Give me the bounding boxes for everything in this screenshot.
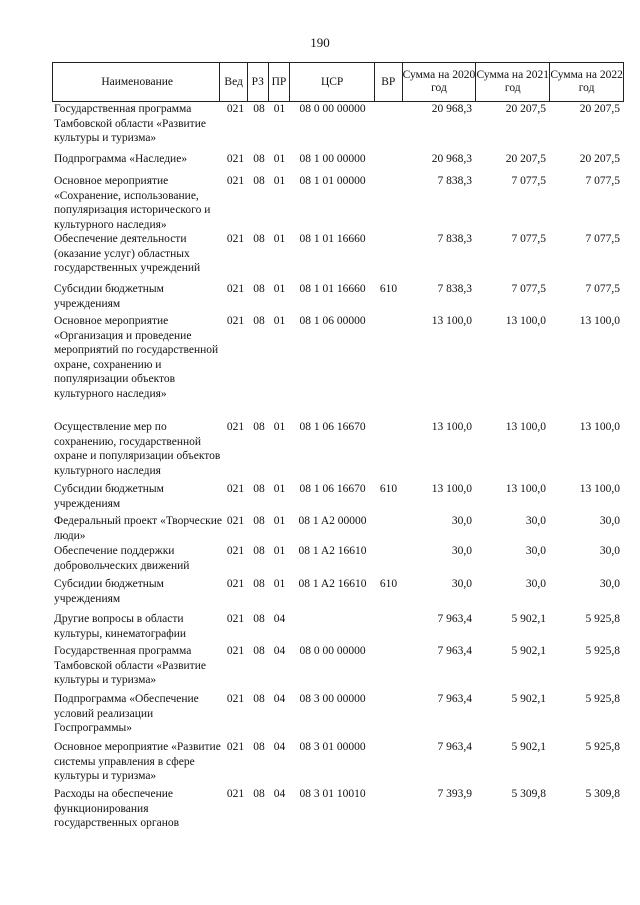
row-pr: 04: [273, 645, 286, 657]
row-sum-2022: 7 077,5: [585, 175, 620, 187]
table-row: [52, 102, 624, 146]
row-rz: 08: [253, 483, 265, 495]
row-ved: 021: [226, 515, 245, 527]
row-sum-2022: 20 207,5: [579, 153, 620, 165]
row-sum-2021: 13 100,0: [505, 315, 546, 327]
row-csr: 08 1 A2 16610: [298, 545, 367, 557]
table-row: [52, 644, 624, 688]
table-row: [52, 314, 624, 401]
row-sum-2020: 7 838,3: [437, 175, 472, 187]
row-sum-2020: 7 838,3: [437, 283, 472, 295]
row-vr: [375, 544, 402, 573]
row-name: Основное мероприятие «Организация и проведение мероприятий по государственной охране, сохранению и популяризации объектов культурного наследия»: [54, 315, 219, 400]
row-sum-2021: 7 077,5: [511, 233, 546, 245]
row-csr: 08 1 01 16660: [299, 283, 366, 295]
row-sum-2021: 20 207,5: [505, 153, 546, 165]
row-pr: 01: [273, 421, 286, 433]
row-rz: 08: [253, 578, 265, 590]
row-sum-2022: 5 925,8: [585, 645, 620, 657]
row-sum-2022: 7 077,5: [585, 283, 620, 295]
row-name: Расходы на обеспечение функционирования государственных органов: [54, 788, 180, 829]
header-csr: ЦСР: [290, 63, 375, 101]
row-sum-2021: 13 100,0: [505, 421, 546, 433]
row-rz: 08: [253, 153, 265, 165]
row-pr: 01: [273, 153, 286, 165]
table-row: [52, 577, 624, 606]
row-sum-2021: 5 309,8: [511, 788, 546, 800]
row-pr: 04: [273, 693, 286, 705]
row-name: Субсидии бюджетным учреждениям: [54, 283, 164, 310]
row-name: Основное мероприятие «Сохранение, использование, популяризация исторического и культурного наследия»: [54, 175, 211, 231]
row-sum-2020: 7 393,9: [437, 788, 472, 800]
row-sum-2021: 5 902,1: [511, 613, 546, 625]
header-ved: Вед: [220, 63, 248, 101]
row-csr: [290, 612, 375, 641]
row-ved: 021: [226, 233, 245, 245]
row-vr: [375, 787, 402, 831]
row-sum-2022: 30,0: [599, 515, 620, 527]
row-sum-2022: 30,0: [599, 545, 620, 557]
row-rz: 08: [253, 175, 265, 187]
row-sum-2021: 30,0: [525, 515, 546, 527]
row-ved: 021: [226, 283, 245, 295]
row-sum-2020: 7 963,4: [437, 693, 472, 705]
row-csr: 08 1 06 16670: [299, 483, 366, 495]
row-pr: 04: [273, 741, 286, 753]
row-rz: 08: [253, 515, 265, 527]
row-name: Обеспечение деятельности (оказание услуг) областных государственных учреждений: [54, 233, 201, 274]
row-pr: 04: [273, 788, 286, 800]
row-pr: 01: [273, 315, 286, 327]
row-rz: 08: [253, 233, 265, 245]
table-row: [52, 174, 624, 232]
row-sum-2020: 7 963,4: [437, 645, 472, 657]
row-sum-2021: 20 207,5: [505, 103, 546, 115]
row-pr: 01: [273, 175, 286, 187]
row-rz: 08: [253, 103, 265, 115]
row-vr: [375, 314, 402, 401]
row-ved: 021: [226, 421, 245, 433]
row-sum-2022: 13 100,0: [579, 483, 620, 495]
row-sum-2021: 30,0: [525, 578, 546, 590]
row-vr: 610: [379, 283, 398, 295]
row-sum-2022: 13 100,0: [579, 421, 620, 433]
header-pr: ПР: [269, 63, 291, 101]
row-ved: 021: [226, 788, 245, 800]
row-ved: 021: [226, 315, 245, 327]
row-sum-2022: 5 925,8: [585, 741, 620, 753]
row-csr: 08 3 01 00000: [299, 741, 366, 753]
row-rz: 08: [253, 645, 265, 657]
row-sum-2021: 5 902,1: [511, 693, 546, 705]
row-pr: 01: [273, 578, 286, 590]
row-sum-2020: 13 100,0: [431, 483, 472, 495]
row-vr: [375, 612, 402, 641]
table-row: [52, 282, 624, 311]
row-pr: 04: [273, 613, 286, 625]
table-row: [52, 420, 624, 478]
row-pr: 01: [273, 545, 286, 557]
row-pr: 01: [273, 483, 286, 495]
header-name: Наименование: [53, 63, 220, 101]
row-vr: [375, 420, 402, 478]
row-ved: 021: [226, 741, 245, 753]
row-name: Подпрограмма «Обеспечение условий реализации Госпрограммы»: [54, 693, 199, 734]
row-name: Другие вопросы в области культуры, кинематографии: [54, 613, 187, 640]
header-rz: РЗ: [248, 63, 269, 101]
row-sum-2021: 5 902,1: [511, 645, 546, 657]
row-sum-2022: 5 925,8: [585, 693, 620, 705]
row-csr: 08 1 00 00000: [299, 153, 366, 165]
row-vr: 610: [379, 483, 398, 495]
table-row: [52, 544, 624, 573]
row-sum-2020: 30,0: [451, 545, 472, 557]
row-rz: 08: [253, 283, 265, 295]
row-name: Основное мероприятие «Развитие системы управления в сфере культуры и туризма»: [54, 741, 221, 782]
row-sum-2022: 30,0: [599, 578, 620, 590]
row-ved: 021: [226, 483, 245, 495]
row-rz: 08: [253, 613, 265, 625]
row-sum-2020: 30,0: [451, 515, 472, 527]
row-rz: 08: [253, 315, 265, 327]
table-row: [52, 787, 624, 831]
header-sum-2021: Сумма на 2021 год: [476, 63, 550, 101]
row-vr: [375, 644, 402, 688]
table-row: [52, 152, 624, 167]
table-row: [52, 514, 624, 543]
row-sum-2021: 30,0: [525, 545, 546, 557]
row-csr: 08 0 00 00000: [299, 103, 366, 115]
table-row: [52, 740, 624, 784]
row-ved: 021: [226, 545, 245, 557]
header-vr: ВР: [375, 63, 403, 101]
row-sum-2020: 13 100,0: [431, 315, 472, 327]
row-sum-2020: 13 100,0: [431, 421, 472, 433]
row-vr: [375, 152, 402, 167]
table-row: [52, 232, 624, 276]
row-rz: 08: [253, 741, 265, 753]
row-sum-2021: 5 902,1: [511, 741, 546, 753]
row-pr: 01: [273, 283, 286, 295]
table-row: [52, 482, 624, 511]
row-sum-2020: 7 963,4: [437, 613, 472, 625]
row-sum-2020: 30,0: [451, 578, 472, 590]
row-vr: [375, 692, 402, 736]
row-name: Осуществление мер по сохранению, государственной охране и популяризации объектов культурного наследия: [54, 421, 221, 477]
row-csr: 08 1 06 16670: [299, 421, 366, 433]
row-sum-2022: 13 100,0: [579, 315, 620, 327]
row-pr: 01: [273, 103, 286, 115]
row-ved: 021: [226, 578, 245, 590]
row-csr: 08 3 01 10010: [299, 788, 366, 800]
row-vr: 610: [379, 578, 398, 590]
row-name: Подпрограмма «Наследие»: [54, 153, 188, 165]
row-ved: 021: [226, 175, 245, 187]
row-rz: 08: [253, 788, 265, 800]
header-sum-2020: Сумма на 2020 год: [403, 63, 477, 101]
row-rz: 08: [253, 693, 265, 705]
row-sum-2022: 5 925,8: [585, 613, 620, 625]
row-csr: 08 1 01 00000: [299, 175, 366, 187]
row-ved: 021: [226, 153, 245, 165]
row-ved: 021: [226, 693, 245, 705]
row-vr: [375, 102, 402, 146]
row-name: Субсидии бюджетным учреждениям: [54, 578, 164, 605]
table-row: [52, 612, 624, 641]
row-name: Государственная программа Тамбовской области «Развитие культуры и туризма»: [54, 645, 206, 686]
row-vr: [375, 514, 402, 543]
row-sum-2021: 7 077,5: [511, 283, 546, 295]
row-name: Федеральный проект «Творческие люди»: [54, 515, 222, 542]
row-sum-2021: 7 077,5: [511, 175, 546, 187]
row-csr: 08 0 00 00000: [299, 645, 366, 657]
row-csr: 08 3 00 00000: [299, 693, 366, 705]
row-ved: 021: [226, 613, 245, 625]
row-sum-2022: 20 207,5: [579, 103, 620, 115]
row-rz: 08: [253, 421, 265, 433]
row-name: Обеспечение поддержки добровольческих движений: [54, 545, 190, 572]
row-csr: 08 1 A2 00000: [298, 515, 367, 527]
page-number: 190: [310, 35, 330, 50]
budget-table: [52, 62, 624, 829]
row-sum-2020: 20 968,3: [431, 153, 472, 165]
row-sum-2022: 7 077,5: [585, 233, 620, 245]
row-name: Субсидии бюджетным учреждениям: [54, 483, 164, 510]
row-sum-2020: 7 963,4: [437, 741, 472, 753]
row-ved: 021: [226, 645, 245, 657]
row-vr: [375, 174, 402, 232]
row-name: Государственная программа Тамбовской области «Развитие культуры и туризма»: [54, 103, 206, 144]
row-sum-2020: 7 838,3: [437, 233, 472, 245]
row-vr: [375, 740, 402, 784]
row-sum-2020: 20 968,3: [431, 103, 472, 115]
row-csr: 08 1 06 00000: [299, 315, 366, 327]
header-sum-2022: Сумма на 2022 год: [550, 69, 623, 94]
row-rz: 08: [253, 545, 265, 557]
table-header: [52, 62, 624, 102]
row-sum-2022: 5 309,8: [585, 788, 620, 800]
row-csr: 08 1 A2 16610: [298, 578, 367, 590]
row-ved: 021: [226, 103, 245, 115]
row-vr: [375, 232, 402, 276]
table-row: [52, 692, 624, 736]
row-pr: 01: [273, 233, 286, 245]
row-sum-2021: 13 100,0: [505, 483, 546, 495]
row-pr: 01: [273, 515, 286, 527]
row-csr: 08 1 01 16660: [299, 233, 366, 245]
